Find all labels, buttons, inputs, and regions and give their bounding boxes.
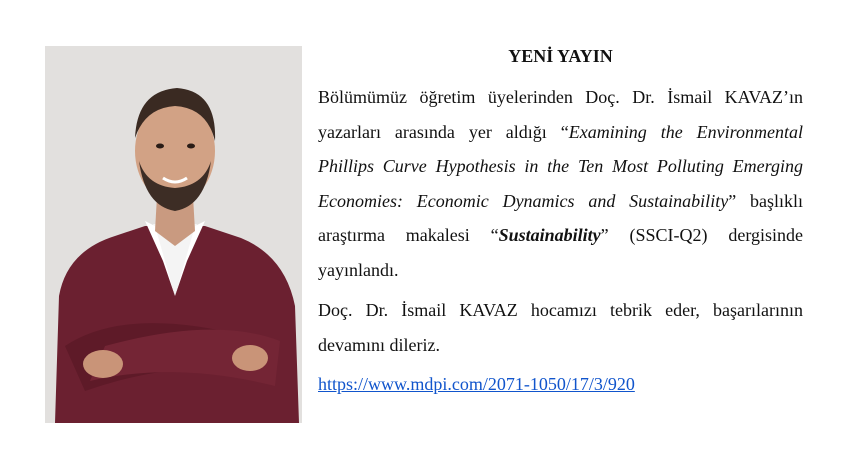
portrait-photo <box>45 46 302 423</box>
article-title: Examining the Environmental Phillips Curve Hypothesis in the Ten Most Polluting Emerging Economies: Economic Dynamics and Sustainability <box>318 121 803 211</box>
journal-name: Sustainability <box>498 225 601 245</box>
announcement-title: YENİ YAYIN <box>508 46 613 66</box>
announcement-text <box>318 44 803 395</box>
paragraph-end: ” (SSCI-Q2) dergisinde yayınlandı. <box>318 225 803 280</box>
paragraph-intro: Bölümümüz öğretim üyelerinden Doç. Dr. İsmail KAVAZ’ın yazarları arasında yer aldığı “ <box>318 87 803 142</box>
article-link[interactable]: https://www.mdpi.com/2071-1050/17/3/920 <box>318 374 635 394</box>
paragraph-mid: ” başlıklı araştırma makalesi “ <box>318 190 803 245</box>
announcement-paragraph <box>318 80 803 287</box>
congratulations-paragraph: Doç. Dr. İsmail KAVAZ hocamızı tebrik eder, başarılarının devamını dileriz. <box>318 300 803 355</box>
